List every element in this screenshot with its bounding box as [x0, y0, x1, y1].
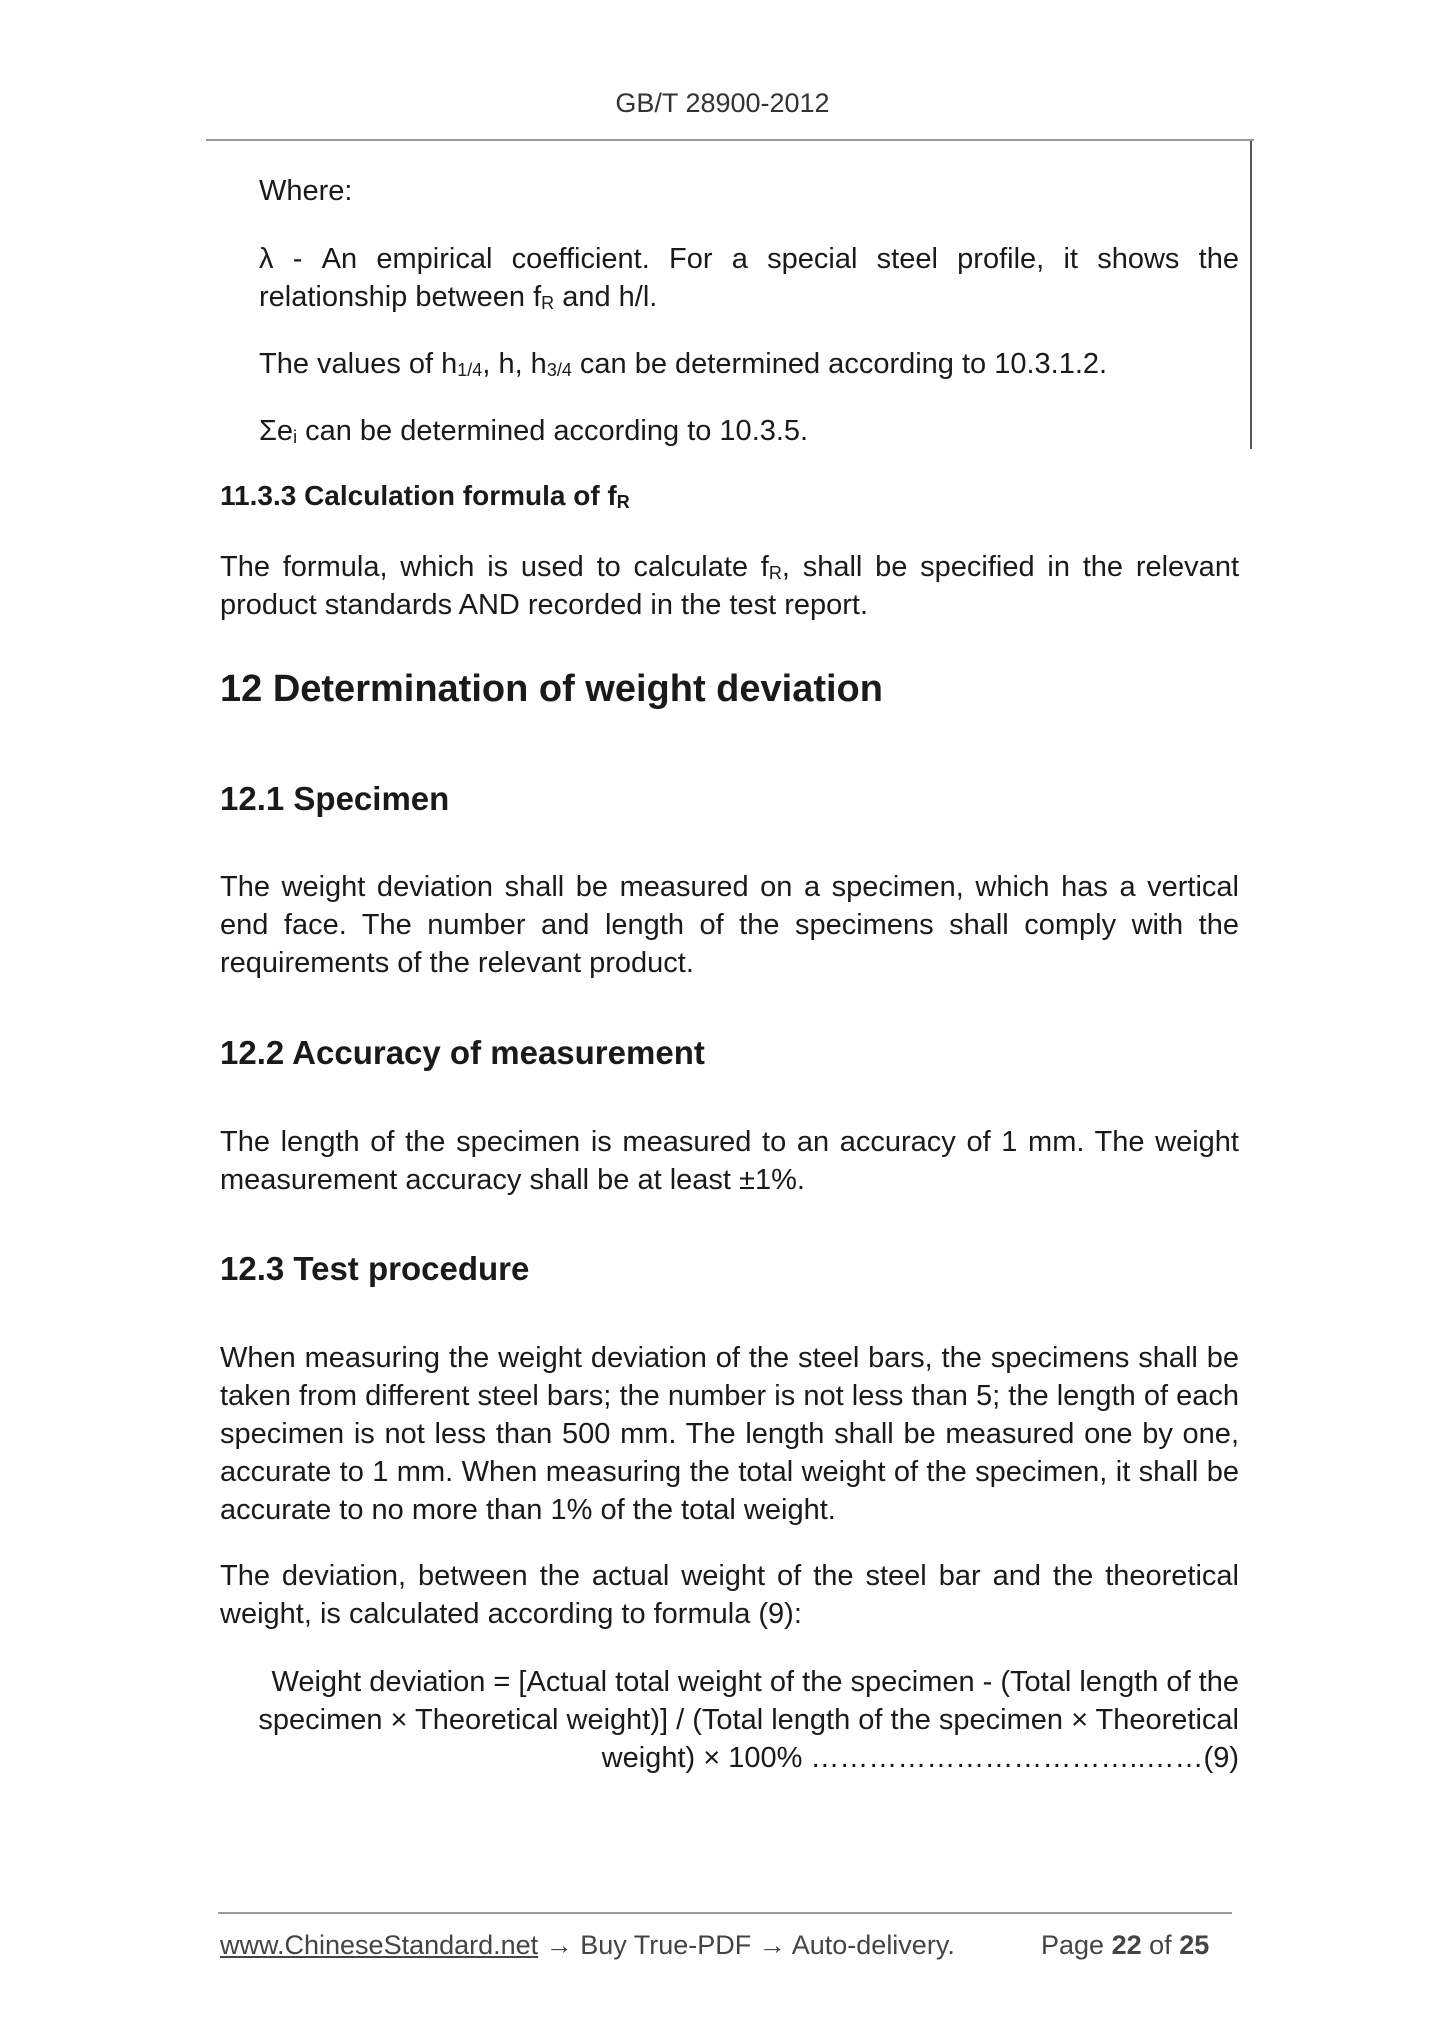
h-values-note: The values of h1/4, h, h3/4 can be determined according to 10.3.1.2. [259, 348, 1108, 380]
header-rule [206, 139, 1254, 141]
section-12-3-para-1: When measuring the weight deviation of the steel bars, the specimens shall be taken from different steel bars; the number is not less than 5; the length of each specimen is not less than 500 mm. The length shall be measured one by one, accurate to 1 mm. When measuring the total weight of the specimen, it shall be accurate to no more than 1% of the total weight. [220, 1342, 1239, 1526]
formula-line-3: weight) × 100% ……………………………..……(9) [601, 1742, 1239, 1774]
sigma-note: Σei can be determined according to 10.3.5. [259, 415, 809, 447]
footer-website-link[interactable]: www.ChineseStandard.net [220, 1930, 539, 1960]
section-12-2-body: The length of the specimen is measured to an accuracy of 1 mm. The weight measurement accuracy shall be at least ±1%. [220, 1126, 1239, 1196]
section-12-1-body: The weight deviation shall be measured on a specimen, which has a vertical end face. The number and length of the specimens shall comply with the requirements of the relevant product. [220, 871, 1239, 979]
formula-line-1: Weight deviation = [Actual total weight of the specimen - (Total length of the [271, 1666, 1239, 1698]
change-bar [1250, 141, 1252, 449]
formula-line-2: specimen × Theoretical weight)] / (Total length of the specimen × Theoretical [258, 1704, 1239, 1736]
page-header-doc-id: GB/T 28900-2012 [615, 88, 830, 118]
section-12-3-para-2: The deviation, between the actual weight of the steel bar and the theoretical weight, is calculated according to formula (9): [220, 1560, 1239, 1630]
where-label: Where: [259, 175, 353, 207]
formula-9 [240, 1663, 1239, 1777]
section-11-3-3-title: 11.3.3 Calculation formula of fR [220, 480, 630, 512]
section-11-3-3-body: The formula, which is used to calculate fR, shall be specified in the relevant product standards AND recorded in the test report. [220, 551, 1239, 621]
section-12-3-title: 12.3 Test procedure [220, 1250, 530, 1287]
section-12-2-title: 12.2 Accuracy of measurement [220, 1034, 705, 1071]
footer-tagline: → Buy True-PDF → Auto-delivery. [538, 1930, 955, 1960]
footer-rule [218, 1912, 1232, 1914]
footer-page-number: Page 22 of 25 [1041, 1930, 1210, 1960]
section-12-title: 12 Determination of weight deviation [220, 668, 883, 710]
footer-promo [220, 1930, 955, 1961]
lambda-definition: λ - An empirical coefficient. For a special steel profile, it shows the relationship between fR and h/l. [259, 243, 1239, 313]
section-12-1-title: 12.1 Specimen [220, 780, 450, 817]
